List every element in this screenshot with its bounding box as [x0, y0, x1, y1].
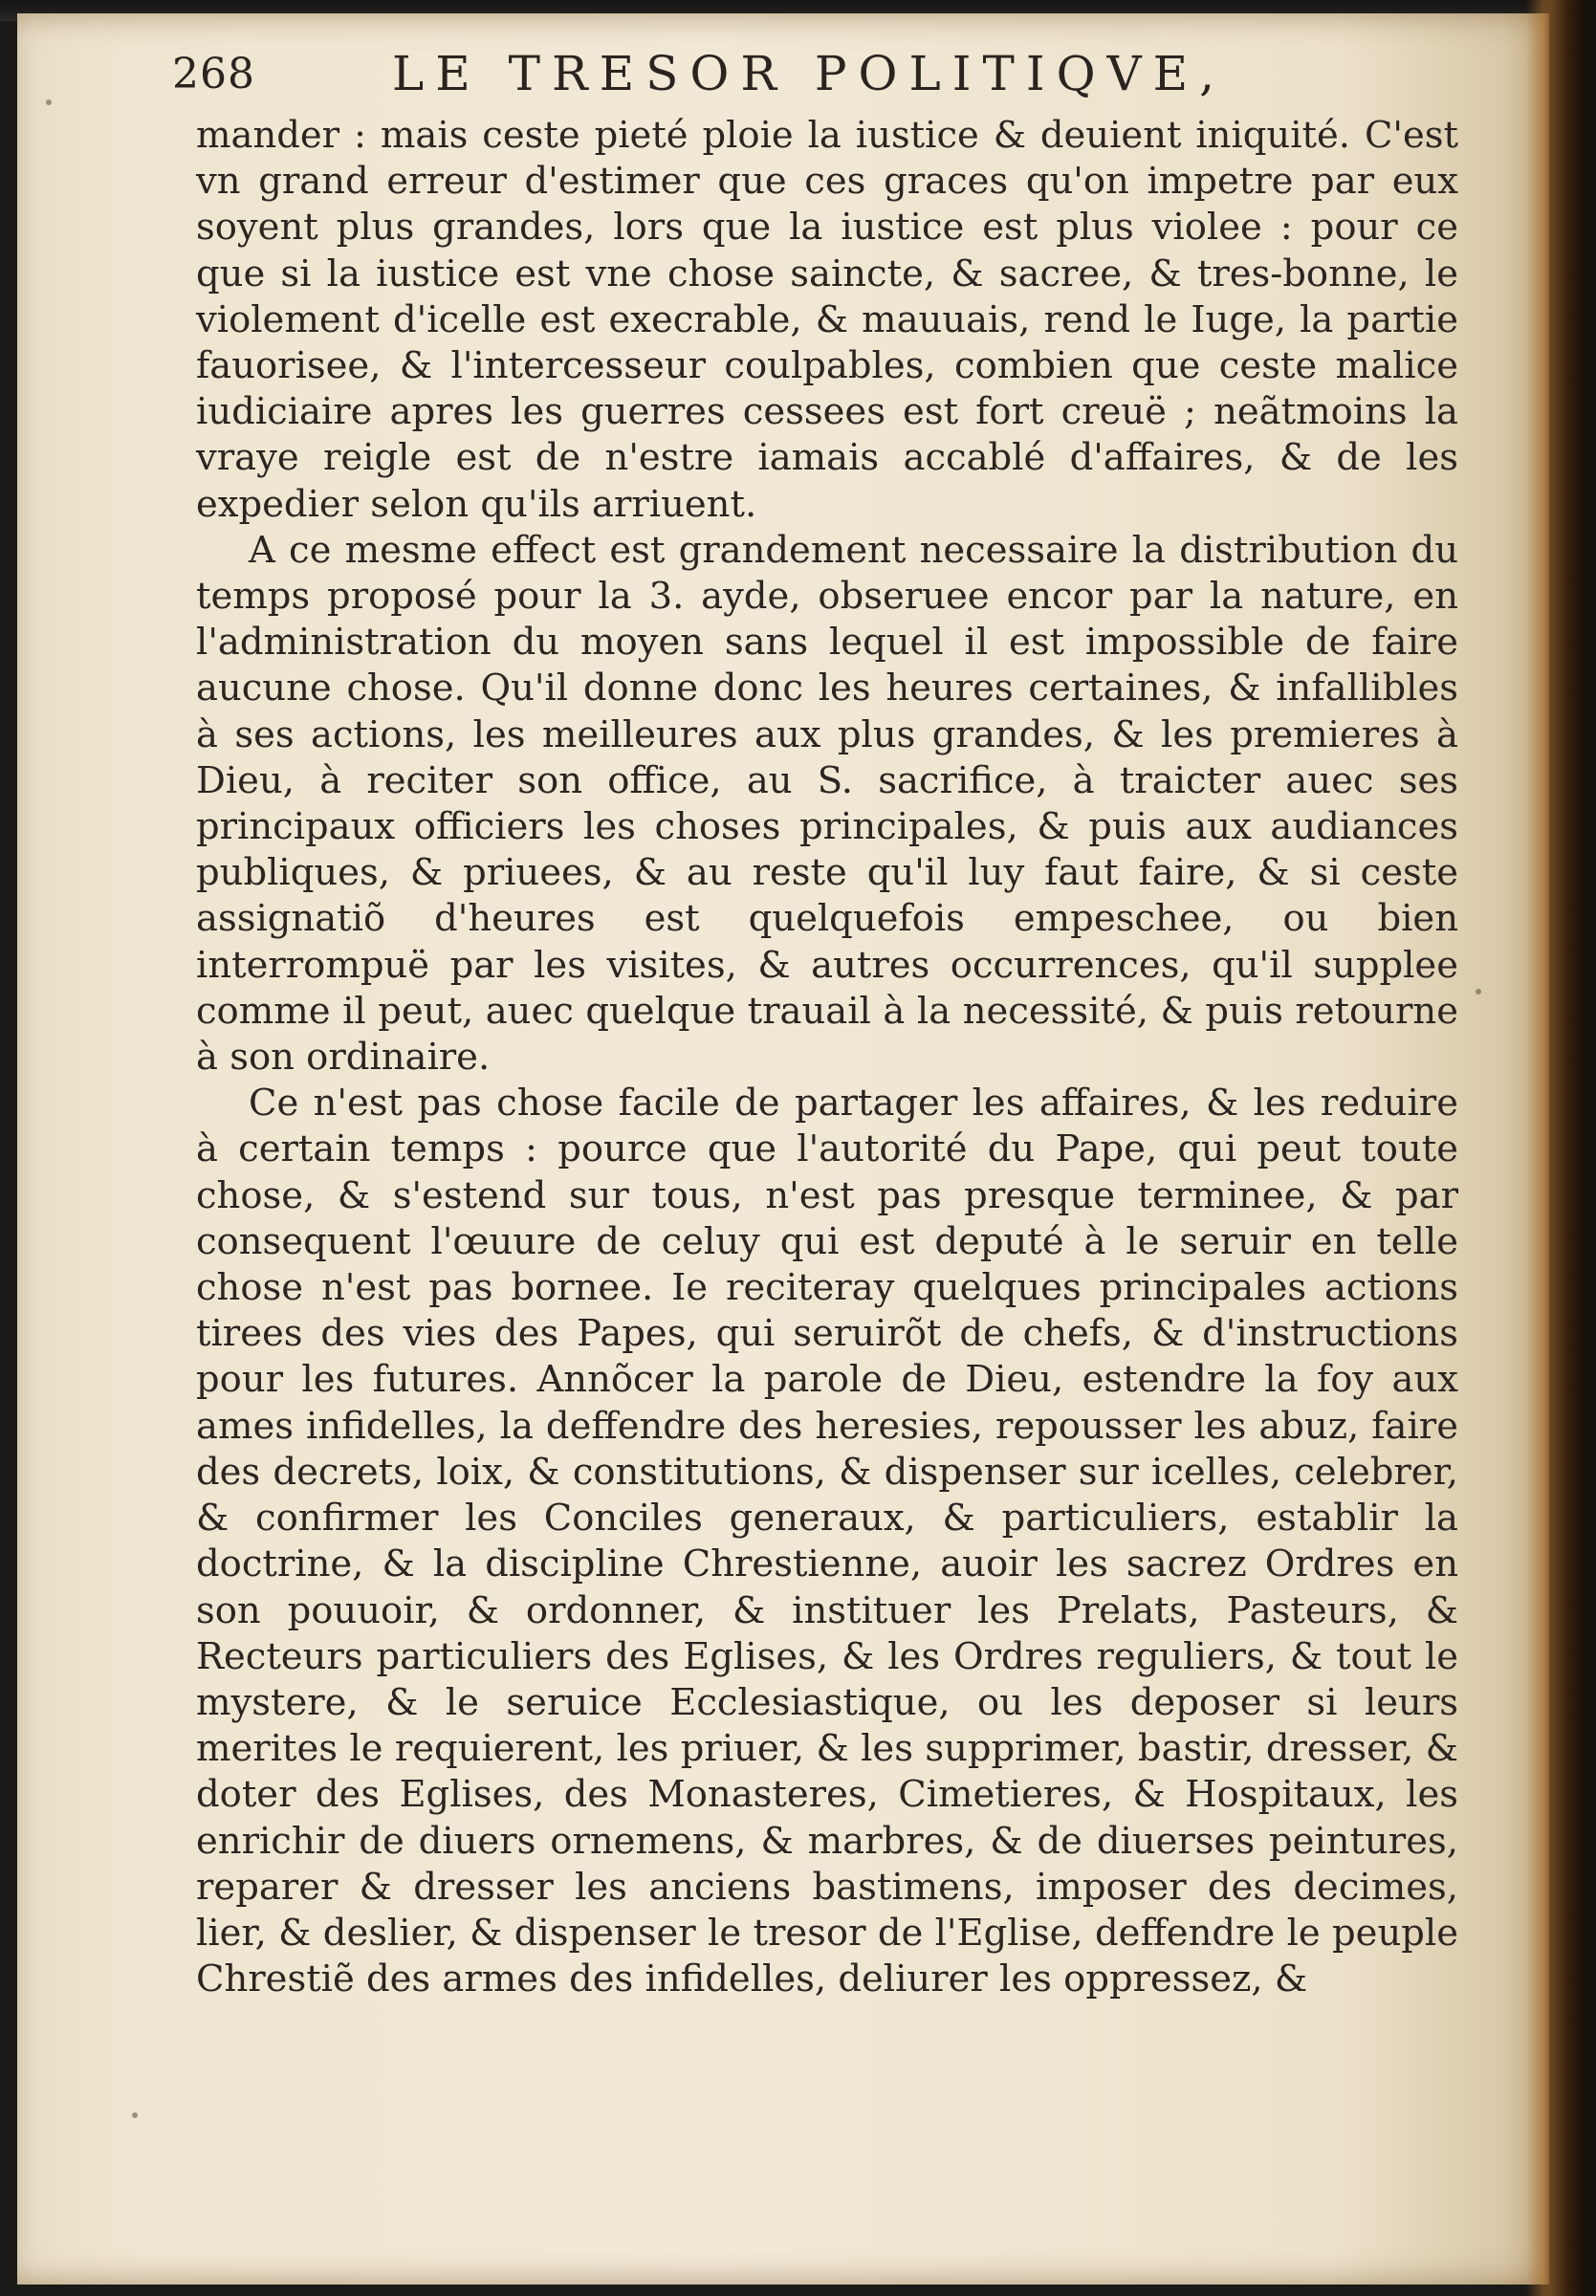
ink-speck: [46, 99, 52, 105]
paragraph-1: mander : mais ceste pieté ploie la iustice & deuient iniquité. C'est vn grand erreur d'estimer que ces graces qu'on impetre par eux soyent plus grandes, lors que la iustice est plus violee : pour ce que si la iustice est vne chose saincte, & sacree, & tres-bonne, le violement d'icelle est execrable, & mauuais, rend le Iuge, la partie fauorisee, & l'intercesseur coulpables, combien que ceste malice iudiciaire apres les guerres cessees est fort creuë ; neãtmoins la vraye reigle est de n'estre iamais accablé d'affaires, & de les expedier selon qu'ils arriuent.: [196, 114, 1458, 526]
body-text: [196, 113, 1458, 2111]
running-title: LE TRESOR POLITIQVE,: [392, 46, 1227, 101]
book-spine-edge: [1549, 0, 1596, 2296]
paragraph-3: Ce n'est pas chose facile de partager les affaires, & les reduire à certain temps : pource que l'autorité du Pape, qui peut toute chose, & s'estend sur tous, n'est pas presque terminee, & par consequent l'œuure de celuy qui est deputé à le seruir en telle chose n'est pas bornee. Ie reciteray quelques principales actions tirees des vies des Papes, qui seruirõt de chefs, & d'instructions pour les futures. Annõcer la parole de Dieu, estendre la foy aux ames infidelles, la deffendre des heresies, repousser les abuz, faire des decrets, loix, & constitutions, & dispenser sur icelles, celebrer, & confirmer les Conciles generaux, & particuliers, establir la doctrine, & la discipline Chrestienne, auoir les sacrez Ordres en son pouuoir, & ordonner, & instituer les Prelats, Pasteurs, & Recteurs particuliers des Eglises, & les Ordres reguliers, & tout le mystere, & le seruice Ecclesiastique, ou les deposer si leurs merites le requierent, les priuer, & les supprimer, bastir, dresser, & doter des Eglises, des Monasteres, Cimetieres, & Hospitaux, les enrichir de diuers ornemens, & marbres, & de diuerses peintures, reparer & dresser les anciens bastimens, imposer des decimes, lier, & deslier, & dispenser le tresor de l'Eglise, deffendre le peuple Chrestiẽ des armes des infidelles, deliurer les oppressez, &: [196, 1082, 1458, 2001]
running-head: [172, 40, 1348, 107]
paragraph-2: A ce mesme effect est grandement necessaire la distribution du temps proposé pour la 3. ayde, obseruee encor par la nature, en l'administration du moyen sans lequel il est impossible de faire aucune chose. Qu'il donne donc les heures certaines, & infallibles à ses actions, les meilleures aux plus grandes, & les premieres à Dieu, à reciter son office, au S. sacrifice, à traicter auec ses principaux officiers les choses principales, & puis aux audiances publiques, & priuees, & au reste qu'il luy faut faire, & si ceste assignatiõ d'heures est quelquefois empeschee, ou bien interrompuë par les visites, & autres occurrences, qu'il supplee comme il peut, auec quelque trauail à la necessité, & puis retourne à son ordinaire.: [196, 528, 1458, 1080]
ink-speck: [1476, 989, 1481, 995]
page-number: 268: [172, 49, 255, 98]
ink-speck: [132, 2112, 138, 2118]
